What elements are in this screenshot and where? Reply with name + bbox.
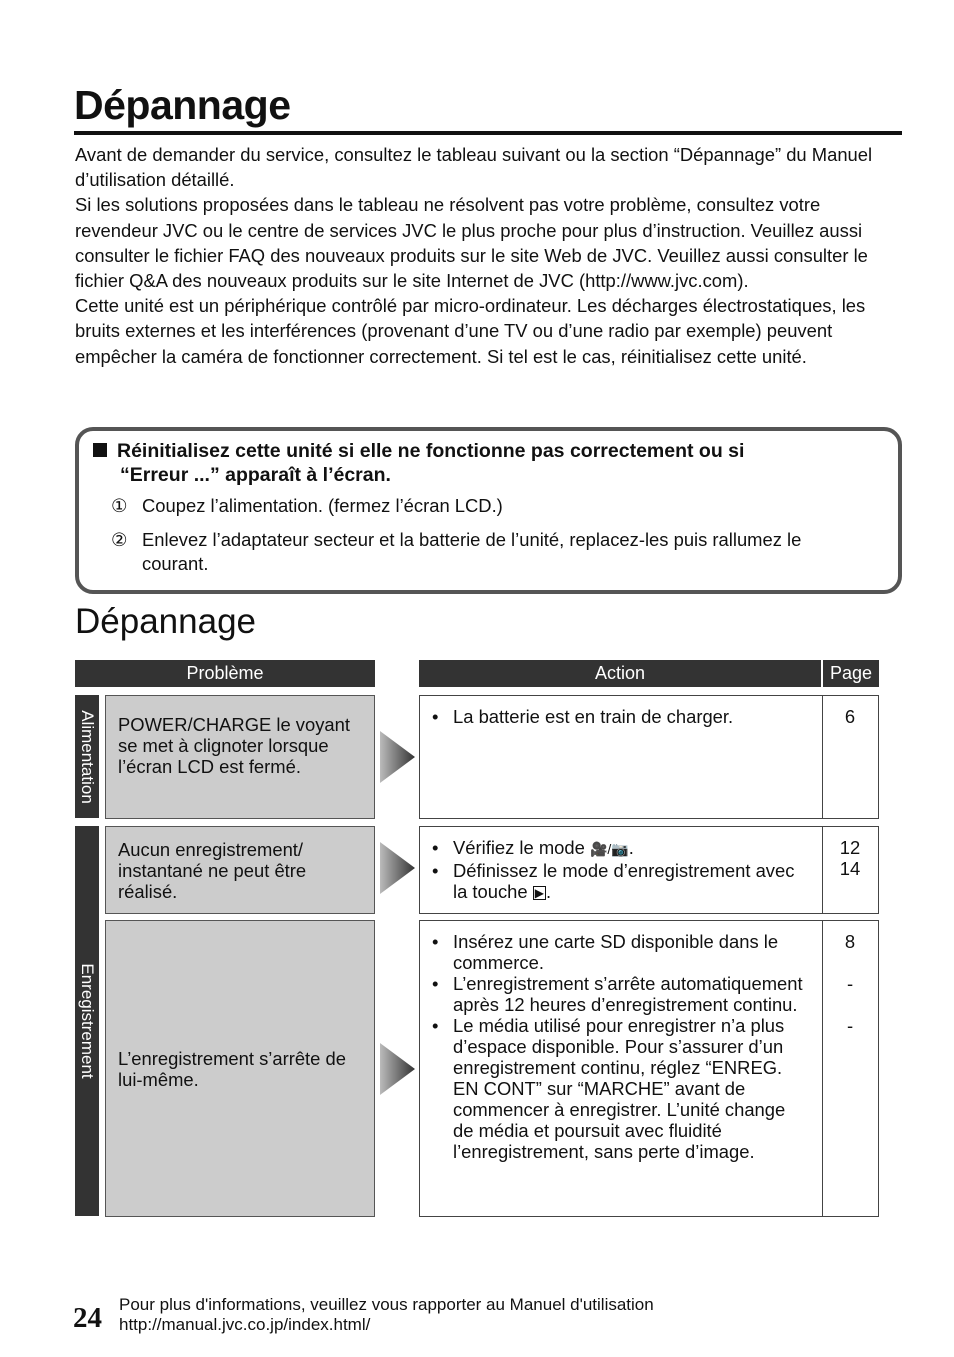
header-action: Action — [419, 660, 821, 687]
step-text: Coupez l’alimentation. (fermez l’écran LCD.) — [142, 495, 503, 516]
page-cell — [822, 920, 879, 1217]
play-button-icon: ▶ — [534, 886, 544, 900]
action-item: • Insérez une carte SD disponible dans le commerce. — [432, 931, 810, 973]
header-page: Page — [823, 660, 879, 687]
problem-cell: POWER/CHARGE le voyant se met à clignoter lorsque l’écran LCD est fermé. — [105, 695, 375, 819]
page-ref: 6 — [844, 706, 856, 727]
step-text: Enlevez l’adaptateur secteur et la batterie de l’unité, replacez-les puis rallumez le courant. — [142, 529, 802, 574]
page-number: 24 — [73, 1302, 102, 1334]
page-ref: 8 — [844, 931, 856, 952]
reset-step-1 — [111, 494, 871, 518]
category-label: Alimentation — [78, 709, 97, 804]
action-item: • L’enregistrement s’arrête automatiquement après 12 heures d’enregistrement continu. — [432, 973, 810, 1015]
action-item — [432, 860, 810, 902]
problem-cell: Aucun enregistrement/ instantané ne peut être réalisé. — [105, 826, 375, 914]
footer-url: http://manual.jvc.co.jp/index.html/ — [119, 1315, 371, 1334]
reset-heading-line2: “Erreur ...” apparaît à l’écran. — [120, 464, 391, 486]
action-cell — [419, 695, 823, 819]
reset-heading — [93, 439, 893, 487]
action-item: • La batterie est en train de charger. — [432, 706, 810, 727]
footer-note — [119, 1295, 654, 1335]
section-subtitle: Dépannage — [75, 602, 256, 641]
arrow-right-icon — [380, 731, 415, 783]
action-text: . — [628, 837, 634, 858]
problem-cell — [105, 920, 375, 1217]
title-rule — [74, 131, 902, 135]
action-item: • Le média utilisé pour enregistrer n’a plus d’espace disponible. Pour s’assurer d’un enregistrement continu, réglez “ENREG. EN CONT” sur “MARCHE” avant de commencer à enregistrer. L’unité change de média et poursuit avec fluidité l’enregistrement, sans perte d’image. — [432, 1015, 810, 1162]
page-cell — [822, 826, 879, 914]
page-cell — [822, 695, 879, 819]
step-number: ② — [111, 529, 128, 550]
intro-paragraph: Si les solutions proposées dans le tableau ne résolvent pas votre problème, consultez votre revendeur JVC ou le centre de services JVC le plus proche pour plus d’instruction. Veuillez aussi consulter le fichier FAQ des nouveaux produits sur le site Web de JVC. Veuillez aussi consulter le fichier Q&A des nouveaux produits sur le site Internet de JVC (http://www.jvc.com). — [75, 194, 868, 292]
action-text: Définissez le mode d’enregistrement avec la touche — [453, 860, 795, 902]
header-problem: Problème — [75, 660, 375, 687]
action-text: . — [545, 881, 552, 902]
action-cell — [419, 826, 823, 914]
category-label: Enregistrement — [78, 963, 97, 1079]
square-bullet-icon — [93, 443, 107, 457]
reset-heading-line1: Réinitialisez cette unité si elle ne fonctionne pas correctement ou si — [117, 440, 745, 462]
video-photo-mode-icon: 🎥/📷 — [589, 841, 629, 857]
footer-line: Pour plus d'informations, veuillez vous rapporter au Manuel d'utilisation — [119, 1295, 654, 1314]
action-text: Vérifiez le mode — [453, 837, 590, 858]
step-number: ① — [111, 495, 128, 516]
category-enregistrement — [75, 826, 99, 1216]
page-ref: - — [846, 973, 854, 994]
arrow-right-icon — [380, 842, 415, 894]
action-item — [432, 837, 810, 860]
intro-paragraph: Avant de demander du service, consultez le tableau suivant ou la section “Dépannage” du Manuel d’utilisation détaillé. — [75, 144, 873, 191]
intro-text — [75, 142, 905, 369]
arrow-right-icon — [380, 1043, 415, 1095]
page-ref: 14 — [839, 858, 861, 879]
category-alimentation — [75, 695, 99, 818]
reset-step-2 — [111, 528, 871, 576]
action-cell — [419, 920, 823, 1217]
page-ref: 12 — [839, 837, 861, 858]
intro-paragraph: Cette unité est un périphérique contrôlé par micro-ordinateur. Les décharges électrostatiques, les bruits externes et les interférences (provenant d’une TV ou d’une radio par exemple) peuvent empêcher la caméra de fonctionner correctement. Si tel est le cas, réinitialisez cette unité. — [75, 295, 866, 367]
problem-text: L’enregistrement s’arrête de lui-même. — [118, 1047, 346, 1090]
page-title: Dépannage — [74, 82, 291, 128]
page-ref: - — [846, 1015, 854, 1036]
